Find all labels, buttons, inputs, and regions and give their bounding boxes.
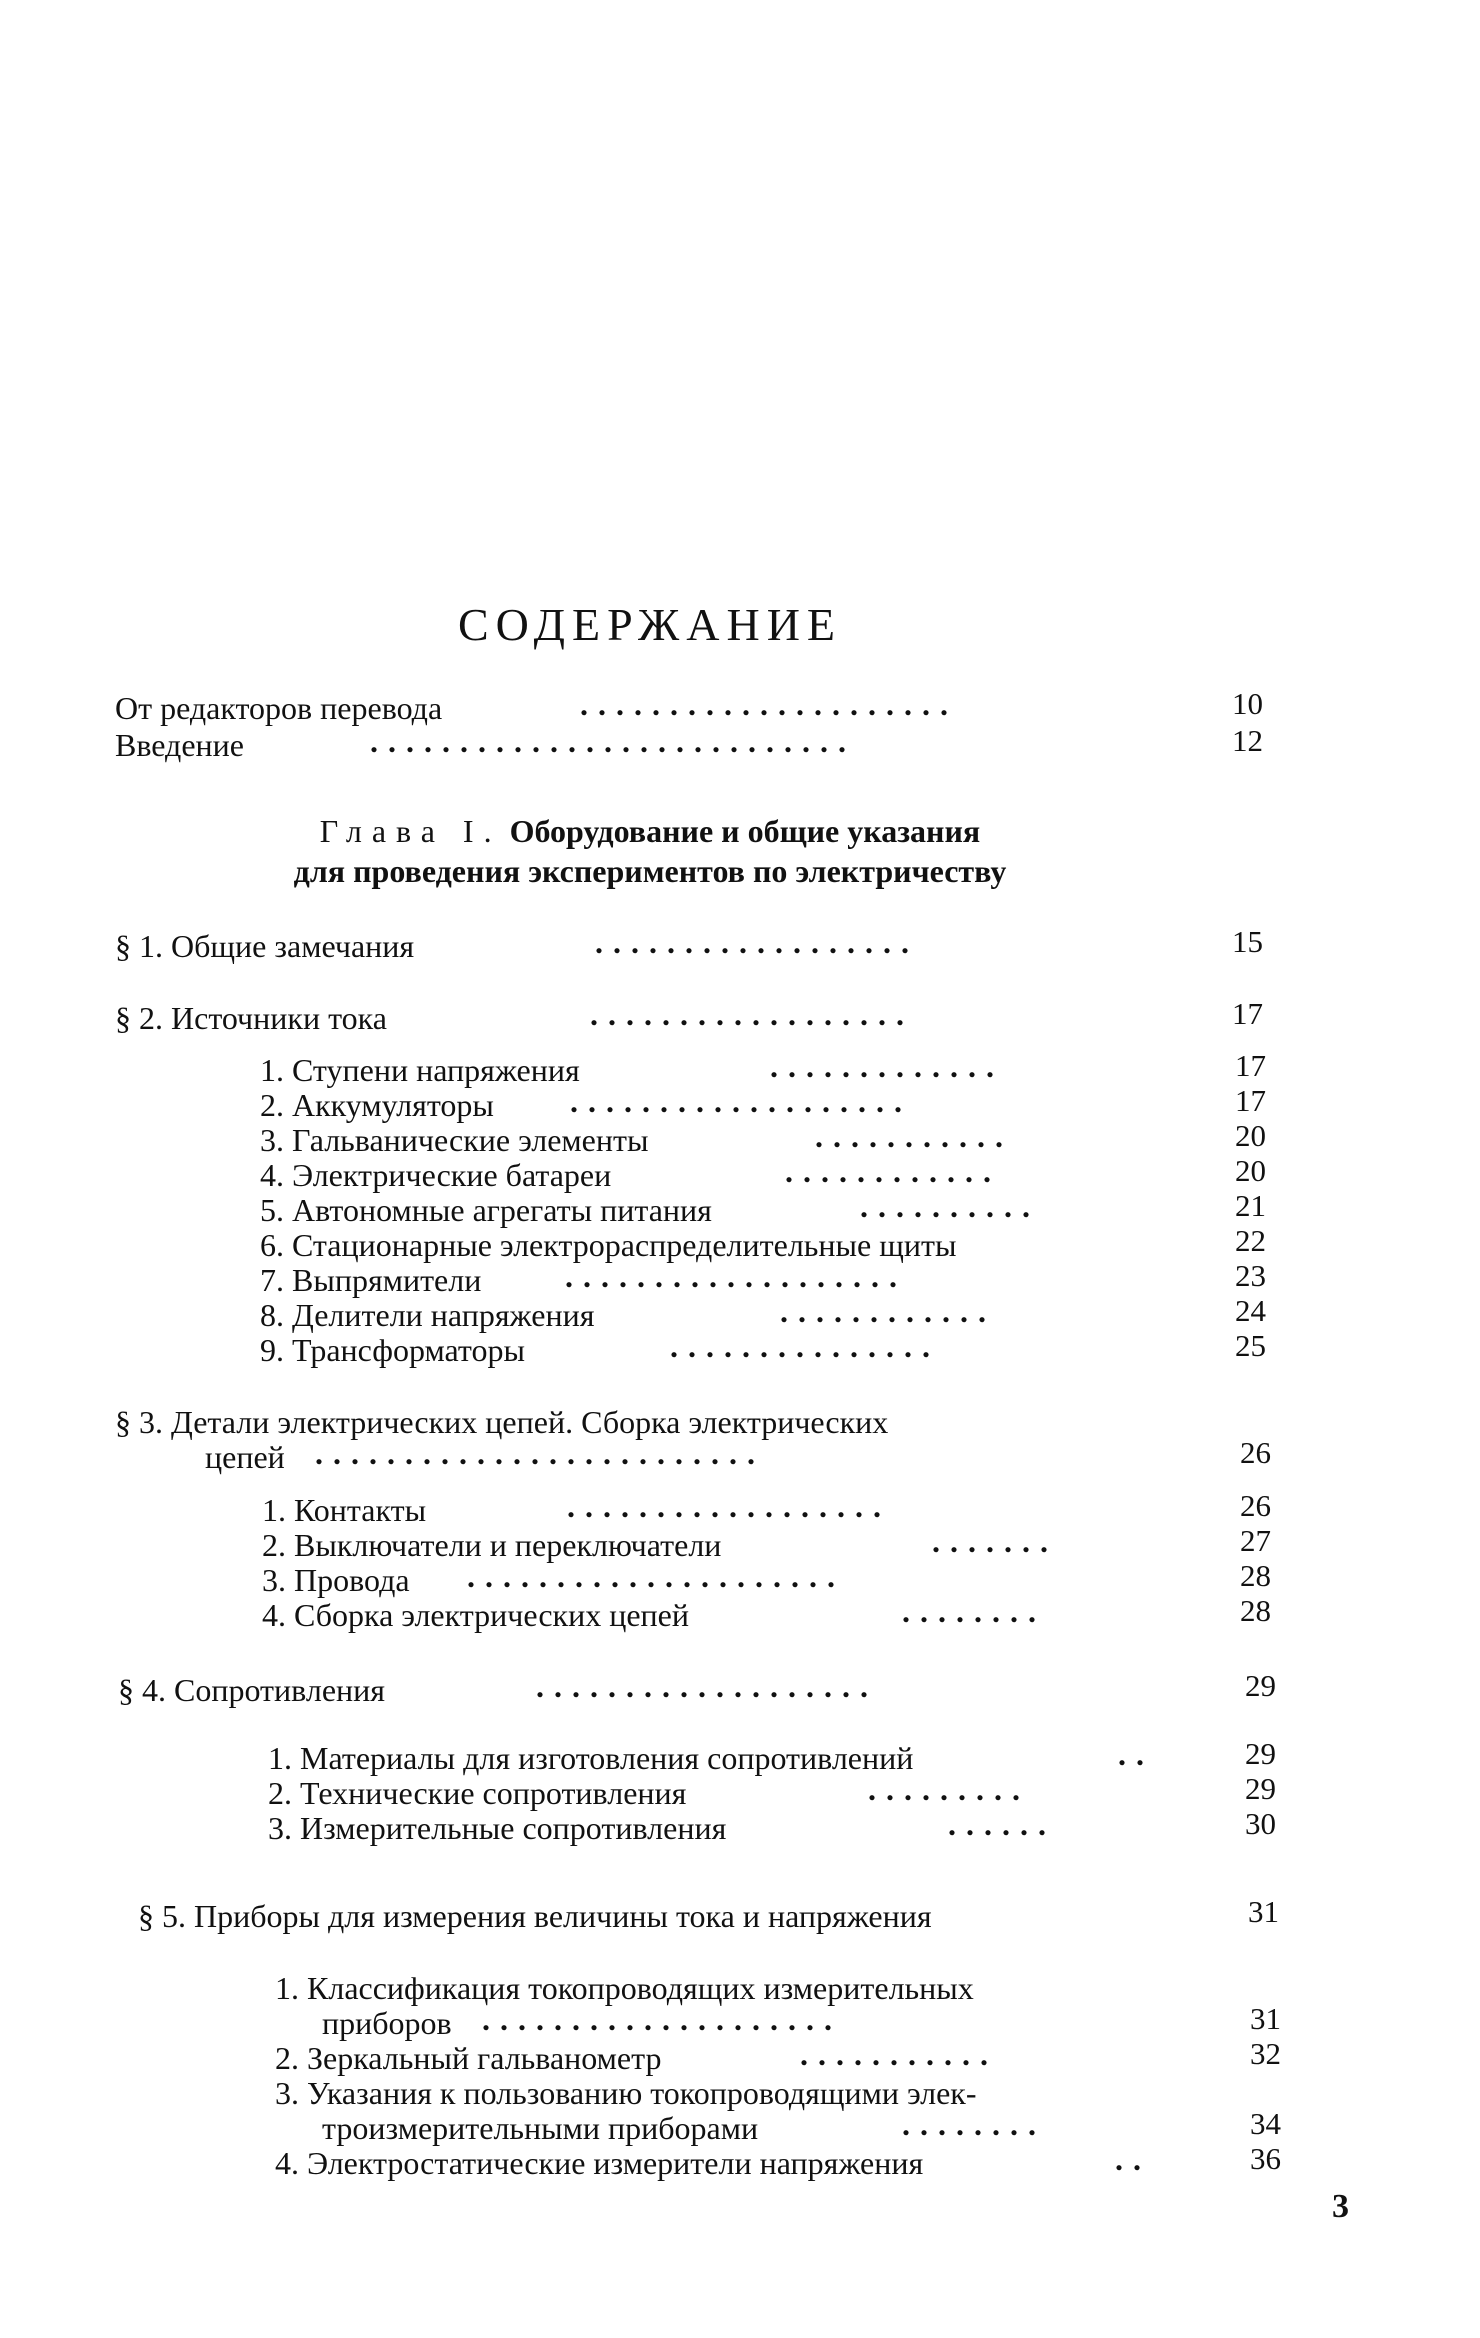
chapter-prefix: Глава I. [319, 813, 502, 849]
section-label [118, 1672, 385, 1708]
subsection-label [275, 2075, 976, 2111]
leader-dots: ............... [670, 1328, 940, 1364]
section-number: § 4. [118, 1672, 166, 1708]
leader-dots: ......... [868, 1771, 1030, 1807]
section-entry [118, 1668, 1188, 1708]
section-number: § 2. [115, 1000, 163, 1036]
subsection-page: 20 [1235, 1153, 1266, 1188]
section-title: Источники тока [171, 1000, 387, 1036]
section-entry-continuation [205, 1435, 1185, 1475]
leader-dots: ........ [902, 2106, 1046, 2142]
leader-dots: ........... [815, 1118, 1013, 1154]
leader-dots: ................... [570, 1083, 912, 1119]
subsection-page: 17 [1235, 1048, 1266, 1083]
section-page: 17 [1232, 996, 1263, 1031]
leader-dots: .................... [482, 2001, 842, 2037]
subsection-entry [260, 1328, 1185, 1368]
page-number: 3 [1332, 2188, 1349, 2225]
subsection-page: 27 [1240, 1523, 1271, 1558]
subsection-label [275, 2040, 662, 2076]
entry-label: От редакторов перевода [115, 690, 443, 726]
subsection-label [260, 1262, 481, 1298]
section-number: § 3. [115, 1404, 163, 1440]
subsection-title: Выключатели и переключатели [294, 1527, 722, 1563]
section-title: Сопротивления [174, 1672, 385, 1708]
subsection-page: 25 [1235, 1328, 1266, 1363]
leader-dots: ..................... [580, 686, 958, 722]
entry-page: 10 [1232, 686, 1263, 721]
subsection-page: 32 [1250, 2036, 1281, 2071]
subsection-page: 21 [1235, 1188, 1266, 1223]
subsection-number: 4. [260, 1157, 284, 1193]
subsection-page: 26 [1240, 1488, 1271, 1523]
subsection-number: 3. [262, 1562, 286, 1598]
subsection-title: Автономные агрегаты питания [292, 1192, 712, 1228]
subsection-number: 1. [275, 1970, 299, 2006]
section-number: § 5. [138, 1898, 186, 1934]
subsection-title: Материалы для изготовления сопротивлений [300, 1740, 914, 1776]
subsection-page: 29 [1245, 1771, 1276, 1806]
subsection-title: Классификация токопроводящих измерительных [307, 1970, 974, 2006]
subsection-page: 23 [1235, 1258, 1266, 1293]
subsection-title: Стационарные электрораспределительные щиты [292, 1227, 957, 1263]
subsection-label [260, 1087, 494, 1123]
section-page: 15 [1232, 924, 1263, 959]
subsection-title: Зеркальный гальванометр [307, 2040, 662, 2076]
subsection-page: 30 [1245, 1806, 1276, 1841]
section-entry [115, 996, 1185, 1036]
chapter-heading [0, 812, 1300, 850]
subsection-label [260, 1192, 712, 1228]
section-label [115, 1000, 387, 1036]
subsection-label [268, 1775, 686, 1811]
section-title-cont: цепей [205, 1439, 285, 1475]
toc-entry [115, 686, 1185, 726]
subsection-page: 28 [1240, 1558, 1271, 1593]
subsection-number: 2. [275, 2040, 299, 2076]
subsection-label [260, 1297, 594, 1333]
leader-dots: .. [1115, 2141, 1151, 2177]
subsection-number: 1. [262, 1492, 286, 1528]
subsection-title: Указания к пользованию токопроводящими элек- [307, 2075, 977, 2111]
subsection-number: 1. [268, 1740, 292, 1776]
subsection-number: 4. [262, 1597, 286, 1633]
section-label [138, 1898, 932, 1934]
subsection-title-cont: троизмерительными приборами [322, 2110, 759, 2146]
leader-dots: ........................... [370, 723, 856, 759]
subsection-page: 24 [1235, 1293, 1266, 1328]
leader-dots: ..................... [467, 1558, 845, 1594]
leader-dots: .................. [567, 1488, 891, 1524]
subsection-label [260, 1157, 611, 1193]
subsection-title: Электростатические измерители напряжения [307, 2145, 924, 2181]
subsection-number: 1. [260, 1052, 284, 1088]
subsection-entry [275, 2036, 1200, 2076]
leader-dots: ............. [770, 1048, 1004, 1084]
section-label [115, 928, 414, 964]
subsection-label [260, 1122, 648, 1158]
section-title: Приборы для измерения величины тока и напряжения [194, 1898, 932, 1934]
subsection-number: 2. [268, 1775, 292, 1811]
section-entry [115, 924, 1185, 964]
page-title: СОДЕРЖАНИЕ [457, 599, 843, 650]
entry-label: Введение [115, 727, 244, 763]
subsection-page: 17 [1235, 1083, 1266, 1118]
leader-dots: .......... [860, 1188, 1040, 1224]
leader-dots: ......................... [315, 1435, 765, 1471]
subsection-entry [275, 2141, 1200, 2181]
subsection-number: 2. [260, 1087, 284, 1123]
subsection-label [268, 1740, 913, 1776]
subsection-number: 9. [260, 1332, 284, 1368]
subsection-entry [262, 1593, 1187, 1633]
subsection-number: 2. [262, 1527, 286, 1563]
subsection-entry [260, 1188, 1185, 1228]
subsection-title: Выпрямители [292, 1262, 482, 1298]
entry-page: 12 [1232, 723, 1263, 758]
leader-dots: .. [1118, 1736, 1154, 1772]
section-number: § 1. [115, 928, 163, 964]
subsection-number: 5. [260, 1192, 284, 1228]
subsection-number: 3. [260, 1122, 284, 1158]
section-title: Общие замечания [171, 928, 415, 964]
subsection-title: Аккумуляторы [292, 1087, 494, 1123]
subsection-page: 28 [1240, 1593, 1271, 1628]
subsection-title: Технические сопротивления [300, 1775, 687, 1811]
subsection-entry-continuation [322, 2106, 1200, 2146]
leader-dots: ............ [785, 1153, 1001, 1189]
subsection-number: 3. [275, 2075, 299, 2111]
subsection-title: Ступени напряжения [292, 1052, 580, 1088]
toc-entry [115, 723, 1185, 763]
subsection-label [262, 1597, 689, 1633]
leader-dots: .................. [590, 996, 914, 1032]
subsection-title: Гальванические элементы [292, 1122, 649, 1158]
section-page: 31 [1248, 1894, 1279, 1929]
subsection-page: 20 [1235, 1118, 1266, 1153]
subsection-page: 22 [1235, 1223, 1266, 1258]
chapter-title-line2: для проведения экспериментов по электричеству [293, 853, 1007, 889]
leader-dots: ........ [902, 1593, 1046, 1629]
subsection-title: Контакты [294, 1492, 427, 1528]
chapter-title-line1: Оборудование и общие указания [509, 813, 981, 849]
leader-dots: ........... [800, 2036, 998, 2072]
subsection-title: Сборка электрических цепей [294, 1597, 689, 1633]
subsection-number: 7. [260, 1262, 284, 1298]
subsection-number: 4. [275, 2145, 299, 2181]
subsection-entry [268, 1806, 1193, 1846]
subsection-page: 34 [1250, 2106, 1281, 2141]
subsection-page: 31 [1250, 2001, 1281, 2036]
subsection-label [260, 1052, 580, 1088]
leader-dots: .................. [595, 924, 919, 960]
subsection-label [262, 1492, 426, 1528]
leader-dots: ............ [780, 1293, 996, 1329]
subsection-number: 3. [268, 1810, 292, 1846]
subsection-title: Делители напряжения [292, 1297, 595, 1333]
leader-dots: ................... [565, 1258, 907, 1294]
subsection-title: Электрические батареи [292, 1157, 612, 1193]
leader-dots: ....... [932, 1523, 1058, 1559]
subsection-label [260, 1332, 525, 1368]
section-page: 29 [1245, 1668, 1276, 1703]
section-entry [138, 1898, 1208, 1934]
subsection-number: 6. [260, 1227, 284, 1263]
subsection-number: 8. [260, 1297, 284, 1333]
subsection-title-cont: приборов [322, 2005, 452, 2041]
subsection-title: Трансформаторы [292, 1332, 525, 1368]
subsection-page: 36 [1250, 2141, 1281, 2176]
subsection-label [262, 1562, 410, 1598]
subsection-label [268, 1810, 726, 1846]
subsection-page: 29 [1245, 1736, 1276, 1771]
leader-dots: ................... [536, 1668, 878, 1704]
subsection-title: Провода [294, 1562, 410, 1598]
leader-dots: ...... [948, 1806, 1056, 1842]
subsection-label [275, 2145, 923, 2181]
subsection-title: Измерительные сопротивления [300, 1810, 727, 1846]
section-title: Детали электрических цепей. Сборка электрических [171, 1404, 889, 1440]
section-page: 26 [1240, 1435, 1271, 1470]
